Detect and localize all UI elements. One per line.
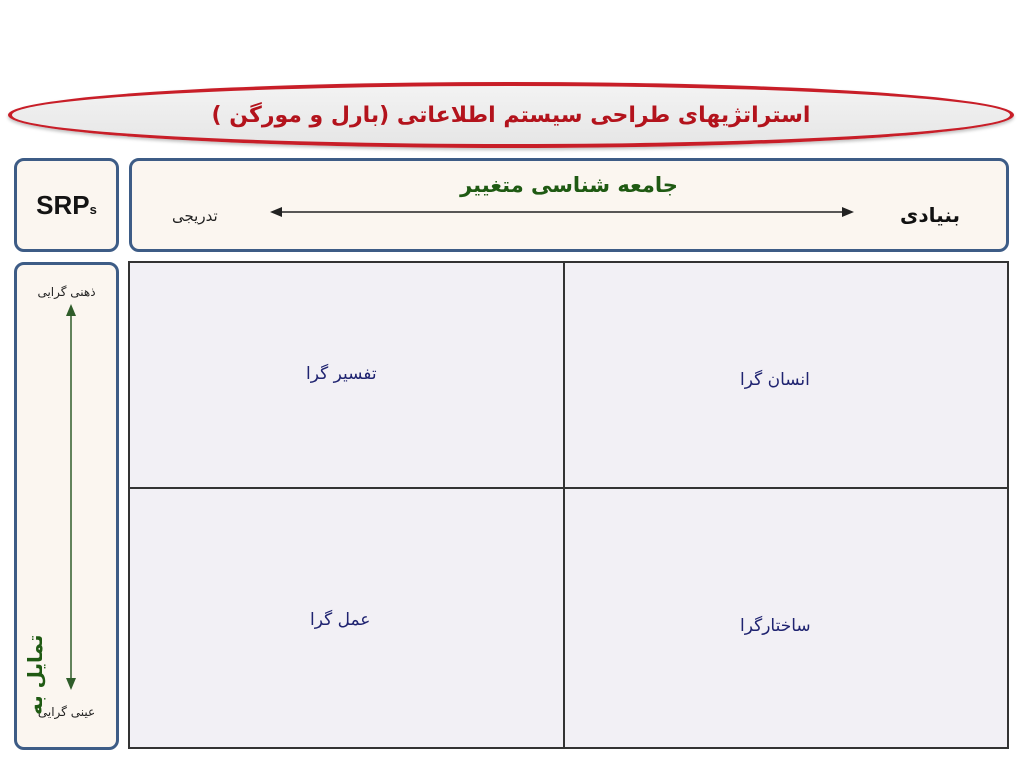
quadrant-structuralist: ساختارگرا	[740, 616, 811, 636]
horizontal-axis-title: جامعه شناسی متغییر	[460, 173, 678, 197]
axis-label-gradual: تدریجی	[172, 207, 218, 225]
grid-vertical-divider	[563, 261, 565, 749]
grid-horizontal-divider	[128, 487, 1009, 489]
title-banner	[8, 82, 1014, 148]
quadrant-functionalist: عمل گرا	[310, 610, 371, 630]
srps-main: SRP	[36, 189, 90, 220]
header-axis-box	[129, 158, 1009, 252]
quadrant-interpretive: تفسیر گرا	[306, 364, 377, 384]
srps-label	[36, 190, 97, 221]
axis-label-subjective: ذهنی گرایی	[37, 285, 96, 299]
quadrant-humanist: انسان گرا	[740, 370, 810, 390]
vertical-axis-box	[14, 262, 119, 750]
quadrant-grid	[128, 261, 1009, 749]
axis-label-objective: عینی گرایی	[37, 705, 96, 719]
axis-label-radical: بنیادی	[900, 203, 960, 227]
diagram-title: استراتژیهای طراحی سیستم اطلاعاتی (بارل و مورگن )	[211, 102, 811, 128]
vertical-axis-title: تمایل به	[23, 634, 47, 715]
srps-box	[14, 158, 119, 252]
srps-subscript: s	[89, 201, 97, 217]
